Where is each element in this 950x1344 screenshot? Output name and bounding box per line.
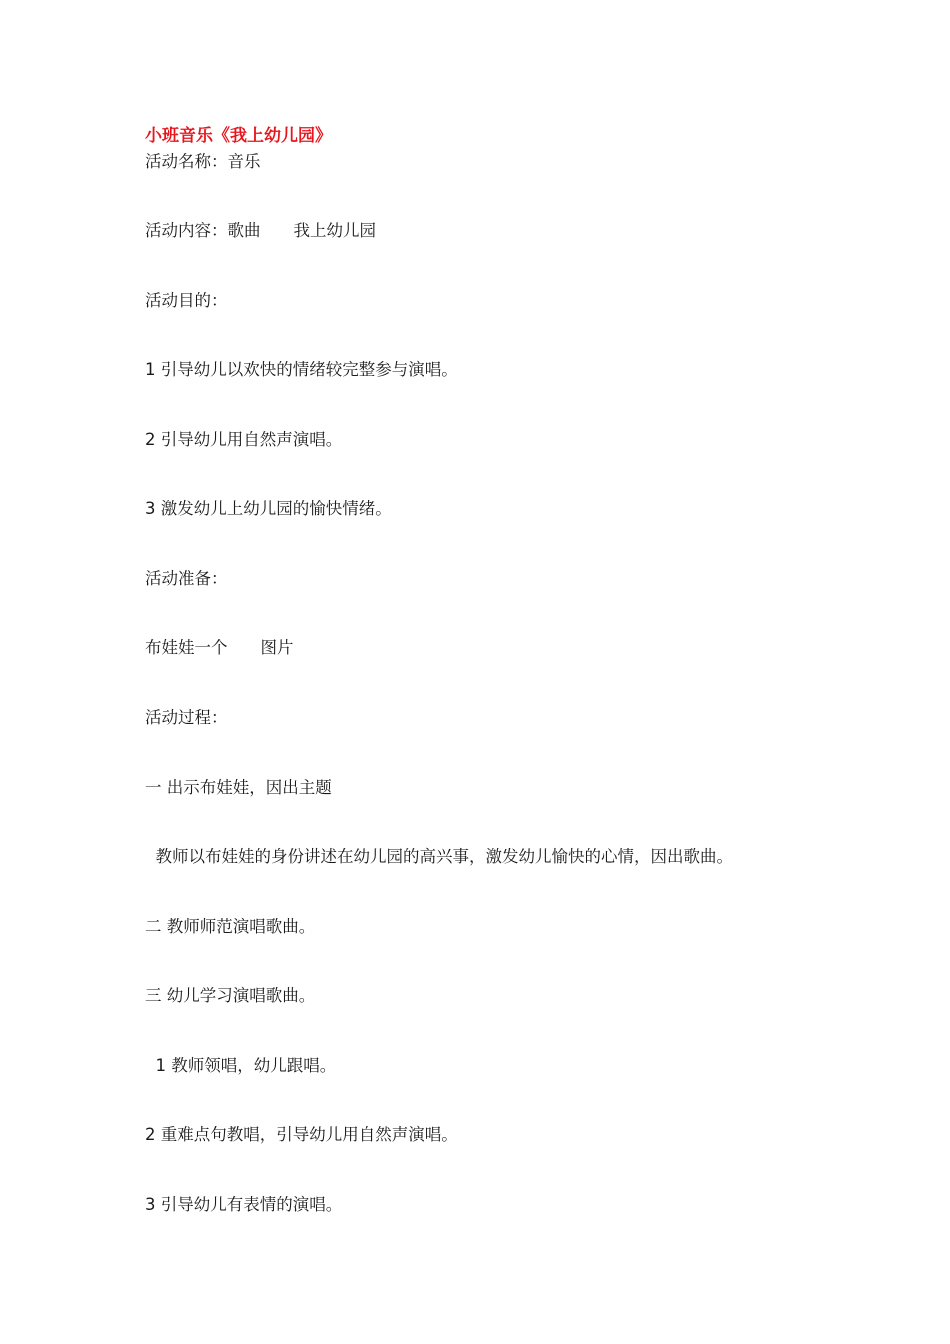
process-substep-2: 2 重难点句教唱，引导幼儿用自然声演唱。 <box>145 1125 458 1144</box>
preparation-items: 布娃娃一个 图片 <box>145 638 294 657</box>
process-step-1: 一 出示布娃娃，因出主题 <box>145 778 332 797</box>
process-step-1-detail: 教师以布娃娃的身份讲述在幼儿园的高兴事，激发幼儿愉快的心情，因出歌曲。 <box>145 847 733 866</box>
activity-content: 活动内容：歌曲 我上幼儿园 <box>145 221 376 240</box>
activity-preparation-heading: 活动准备： <box>145 569 228 588</box>
process-step-2: 二 教师师范演唱歌曲。 <box>145 917 316 936</box>
document-title: 小班音乐《我上幼儿园》 <box>145 126 332 146</box>
goal-item-2: 2 引导幼儿用自然声演唱。 <box>145 430 343 449</box>
goal-item-3: 3 激发幼儿上幼儿园的愉快情绪。 <box>145 499 392 518</box>
goal-item-1: 1 引导幼儿以欢快的情绪较完整参与演唱。 <box>145 360 458 379</box>
activity-name: 活动名称：音乐 <box>145 152 261 171</box>
process-substep-3: 3 引导幼儿有表情的演唱。 <box>145 1195 343 1214</box>
activity-goals-heading: 活动目的： <box>145 291 228 310</box>
process-step-3: 三 幼儿学习演唱歌曲。 <box>145 986 316 1005</box>
activity-process-heading: 活动过程： <box>145 708 228 727</box>
process-substep-1: 1 教师领唱，幼儿跟唱。 <box>145 1056 337 1075</box>
